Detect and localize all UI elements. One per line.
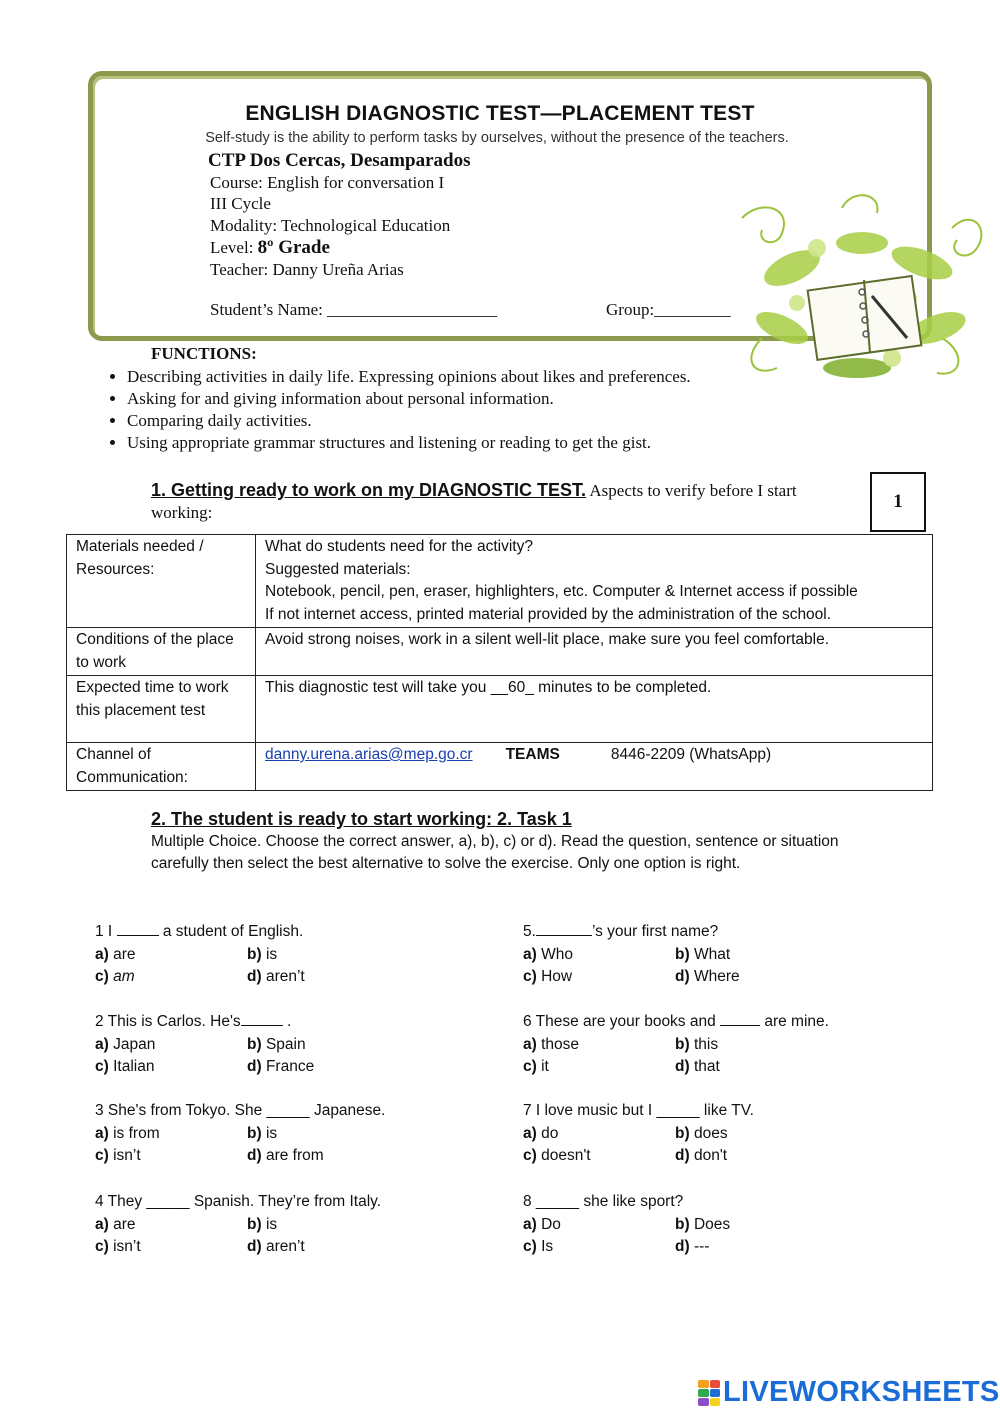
modality-line: Modality: Technological Education	[210, 216, 451, 235]
channel-label: Channel of Communication:	[67, 743, 256, 791]
question-3	[95, 1100, 475, 1168]
liveworksheets-brand: LIVEWORKSHEETS	[723, 1376, 1000, 1408]
option-c[interactable]: c) doesn't	[523, 1147, 591, 1164]
question-text: 6 These are your books and	[523, 1013, 721, 1030]
section1-title: 1. Getting ready to work on my DIAGNOSTIC TEST.	[151, 480, 587, 500]
answer-blank[interactable]	[117, 921, 159, 936]
option-b[interactable]: b) is	[247, 1215, 278, 1233]
question-text: are mine.	[760, 1013, 829, 1030]
option-b[interactable]: b) does	[675, 1124, 728, 1142]
materials-question: What do students need for the activity?	[265, 538, 533, 555]
option-c[interactable]: c) isn’t	[95, 1238, 141, 1255]
requirements-table	[66, 534, 933, 791]
option-b[interactable]: b) is	[247, 1124, 278, 1142]
question-2	[95, 1011, 475, 1079]
conditions-label: Conditions of the place to work	[67, 628, 256, 676]
option-c[interactable]: c) isn’t	[95, 1147, 141, 1164]
option-a[interactable]: a) Who	[523, 945, 573, 963]
question-text: 4 They _____ Spanish. They’re from Italy.	[95, 1193, 382, 1210]
notebook-foliage-illustration	[722, 188, 992, 388]
page-title: ENGLISH DIAGNOSTIC TEST—PLACEMENT TEST	[245, 102, 755, 125]
question-1	[95, 921, 475, 989]
conditions-text: Avoid strong noises, work in a silent well-lit place, make sure you feel comfortable.	[256, 628, 933, 676]
option-b[interactable]: b) What	[675, 945, 731, 963]
course-line: Course: English for conversation I	[210, 173, 445, 192]
question-text: 5.	[523, 923, 536, 940]
option-c[interactable]: c) Italian	[95, 1058, 155, 1075]
level-value: 8º Grade	[257, 237, 330, 258]
option-c[interactable]: c) am	[95, 968, 135, 985]
option-d[interactable]: d) Where	[675, 968, 740, 985]
channel-cell	[256, 743, 933, 791]
level-line	[210, 237, 330, 259]
list-item: • Asking for and giving information about personal information.	[127, 388, 847, 410]
table-row	[67, 628, 933, 676]
option-c[interactable]: c) it	[523, 1058, 549, 1075]
option-d[interactable]: d) are from	[247, 1147, 324, 1164]
question-text: 8 _____ she like sport?	[523, 1193, 684, 1210]
option-c[interactable]: c) How	[523, 968, 573, 985]
functions-list	[100, 366, 847, 454]
option-b[interactable]: b) Spain	[247, 1035, 306, 1053]
option-a[interactable]: a) are	[95, 1215, 136, 1233]
option-a[interactable]: a) Do	[523, 1215, 561, 1233]
materials-alt: If not internet access, printed material provided by the administration of the school.	[265, 605, 832, 623]
section2	[151, 808, 841, 876]
liveworksheets-logo-icon	[698, 1380, 720, 1406]
question-text: .	[282, 1013, 292, 1030]
question-text: 2 This is Carlos. He's	[95, 1013, 241, 1030]
option-d[interactable]: d) that	[675, 1058, 720, 1075]
liveworksheets-logo	[698, 1376, 1000, 1409]
level-label: Level:	[210, 238, 258, 257]
option-a[interactable]: a) do	[523, 1124, 559, 1142]
list-item: • Comparing daily activities.	[127, 410, 847, 432]
question-7	[523, 1100, 903, 1168]
option-d[interactable]: d) aren’t	[247, 968, 305, 985]
group-field[interactable]: Group:_________	[606, 300, 731, 319]
teacher-line: Teacher: Danny Ureña Arias	[210, 260, 404, 279]
question-5	[523, 921, 903, 989]
materials-list: Notebook, pencil, pen, eraser, highlighters, etc. Computer & Internet access if possible	[265, 583, 858, 600]
student-name-field[interactable]: Student’s Name: ____________________	[210, 300, 498, 319]
question-8	[523, 1191, 903, 1259]
time-text: This diagnostic test will take you __60_ minutes to be completed.	[256, 676, 933, 743]
list-item: • Describing activities in daily life. Expressing opinions about likes and preferences.	[127, 366, 847, 388]
answer-blank[interactable]	[536, 921, 592, 936]
option-d[interactable]: d) ---	[675, 1238, 710, 1255]
answer-blank[interactable]	[241, 1011, 283, 1026]
question-text: a student of English.	[158, 923, 304, 940]
option-c[interactable]: c) Is	[523, 1238, 554, 1255]
option-d[interactable]: d) France	[247, 1058, 315, 1075]
list-item: • Using appropriate grammar structures and listening or reading to get the gist.	[127, 432, 847, 454]
option-d[interactable]: d) don't	[675, 1147, 728, 1164]
teams-label: TEAMS	[505, 746, 560, 763]
section1-text: Aspects to verify before I start working:	[151, 481, 797, 522]
question-text: 1 I	[95, 923, 117, 940]
question-text: 3 She's from Tokyo. She _____ Japanese.	[95, 1102, 386, 1119]
answer-blank[interactable]	[720, 1011, 760, 1026]
option-a[interactable]: a) are	[95, 945, 136, 963]
option-b[interactable]: b) is	[247, 945, 278, 963]
school-name: CTP Dos Cercas, Desamparados	[208, 150, 471, 171]
option-b[interactable]: b) Does	[675, 1215, 731, 1233]
time-label: Expected time to work this placement test	[67, 676, 256, 743]
option-d[interactable]: d) aren’t	[247, 1238, 305, 1255]
materials-label: Materials needed / Resources:	[67, 535, 256, 628]
option-b[interactable]: b) this	[675, 1035, 719, 1053]
option-a[interactable]: a) is from	[95, 1124, 160, 1142]
question-text: ’s your first name?	[591, 923, 719, 940]
option-a[interactable]: a) those	[523, 1035, 580, 1053]
section2-title: 2. The student is ready to start working: 2. Task 1	[151, 809, 572, 829]
materials-suggested: Suggested materials:	[265, 560, 411, 578]
page-subtitle: Self-study is the ability to perform tasks by ourselves, without the presence of the teachers.	[205, 130, 789, 146]
question-6	[523, 1011, 903, 1079]
materials-cell	[256, 535, 933, 628]
table-row	[67, 743, 933, 791]
section2-instructions: Multiple Choice. Choose the correct answer, a), b), c) or d). Read the question, sentence or situation carefully then select the best alternative to solve the exercise. Only one option is right.	[151, 832, 839, 872]
cycle-line: III Cycle	[210, 194, 271, 213]
option-a[interactable]: a) Japan	[95, 1035, 156, 1053]
email-link[interactable]: danny.urena.arias@mep.go.cr	[265, 746, 473, 763]
page-number-box: 1	[870, 472, 926, 532]
whatsapp-number: 8446-2209 (WhatsApp)	[610, 746, 772, 763]
section1-heading	[151, 479, 841, 524]
functions-heading: FUNCTIONS:	[151, 344, 257, 363]
question-4	[95, 1191, 475, 1259]
table-row	[67, 535, 933, 628]
table-row	[67, 676, 933, 743]
question-text: 7 I love music but I _____ like TV.	[523, 1102, 754, 1119]
